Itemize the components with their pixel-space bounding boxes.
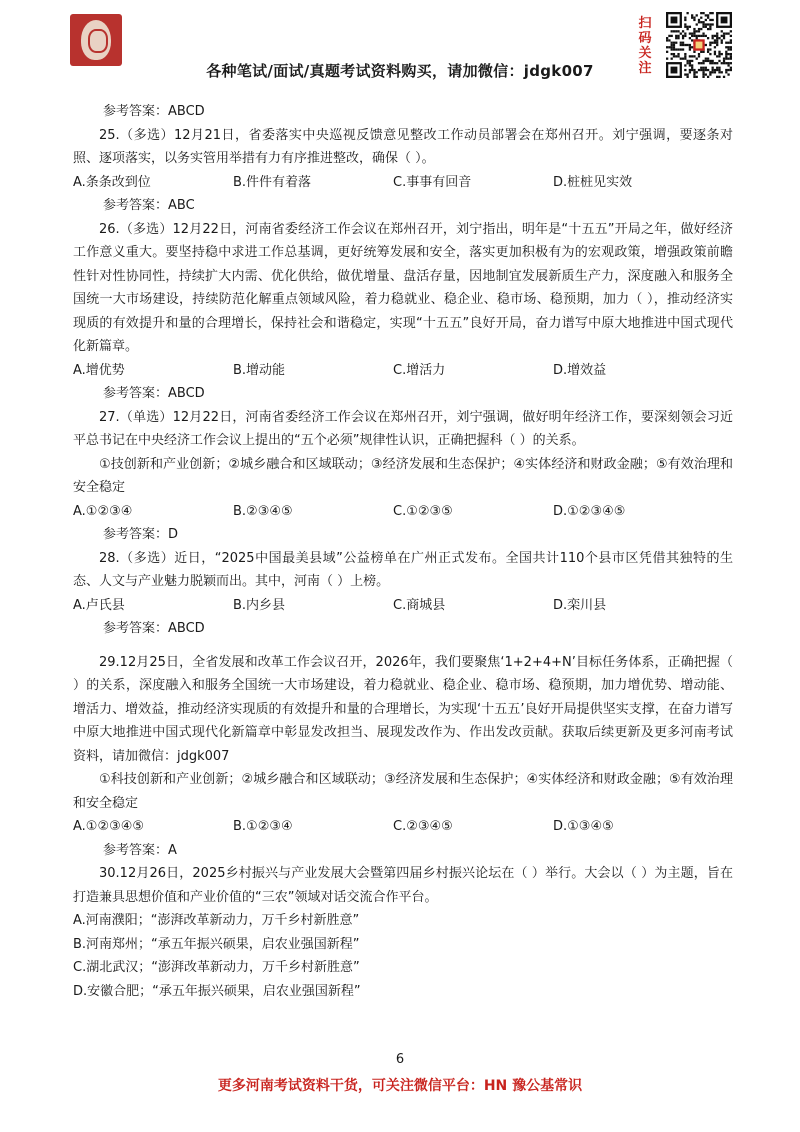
option-item: D.增效益 (553, 362, 607, 378)
spacer (73, 641, 733, 651)
option-item: D.桩桩见实效 (553, 174, 633, 190)
option-row (73, 594, 733, 618)
option-row (73, 359, 733, 383)
footer-promo: 更多河南考试资料干货，可关注微信平台：HN 豫公基常识 (217, 1078, 583, 1094)
question-text: 26.（多选）12月22日，河南省委经济工作会议在郑州召开，刘宁指出，明年是“十五五”开局之年，做好经济工作意义重大。要坚持稳中求进工作总基调，更好统筹发展和安全，落实更加积极有为的宏观政策，增强政策前瞻性针对性协同性，持续扩大内需、优化供给，做优增量、盘活存量，因地制宜发展新质生产力，深度融入和服务全国统一大市场建设，持续防范化解重点领域风险，着力稳就业、稳企业、稳市场、稳预期，加力（ ），推动经济实现质的有效提升和量的合理增长，保持社会和谐稳定，实现“十五五”良好开局，奋力谱写中原大地推进中国式现代化新篇章。 (73, 221, 733, 354)
option-line: B.河南郑州；“承五年振兴硕果，启农业强国新程” (73, 936, 360, 952)
option-item: C.事事有回音 (393, 174, 472, 190)
answer-line: 参考答案：ABCD (103, 621, 205, 636)
question-text: 29.12月25日，全省发展和改革工作会议召开，2026年，我们要聚焦‘1+2+4+N’目标任务体系，正确把握（ ）的关系，深度融入和服务全国统一大市场建设，着力稳就业、稳企业、稳市场、稳预期，加力增优势、增动能、增活力、增效益，推动经济实现质的有效提升和量的合理增长，为实现‘十五五’良好开局提供坚实支撑，在奋力谱写中原大地推进中国式现代化新篇章中彰显发改担当、展现发改作为、作出发改贡献。获取后续更新及更多河南考试资料，请加微信：jdgk007 (73, 654, 733, 764)
answer-line: 参考答案：ABC (103, 198, 195, 213)
header-title: 各种笔试/面试/真题考试资料购买，请加微信：jdgk007 (206, 62, 594, 80)
option-item: B.①②③④ (233, 819, 293, 834)
option-item: A.条条改到位 (73, 174, 151, 190)
option-row (73, 171, 733, 195)
option-item: B.内乡县 (233, 597, 286, 613)
brand-logo (70, 14, 122, 66)
option-item: D.①②③④⑤ (553, 503, 626, 519)
option-item: D.①③④⑤ (553, 819, 614, 834)
option-item: C.商城县 (393, 597, 446, 613)
option-item: C.②③④⑤ (393, 819, 453, 834)
option-item: B.件件有着落 (233, 174, 312, 190)
option-row (73, 500, 733, 524)
page-number: 6 (395, 1052, 405, 1067)
option-item: C.①②③⑤ (393, 503, 453, 519)
option-item: C.增活力 (393, 362, 446, 378)
answer-line: 参考答案：ABCD (103, 104, 205, 119)
option-item: A.①②③④⑤ (73, 819, 145, 834)
option-item: A.增优势 (73, 362, 125, 378)
question-content (73, 100, 733, 1003)
option-item: A.①②③④ (73, 503, 133, 519)
question-text: 27.（单选）12月22日，河南省委经济工作会议在郑州召开，刘宁强调，做好明年经济工作，要深刻领会习近平总书记在中央经济工作会议上提出的“五个必须”规律性认识，正确把握科（ ）的关系。 (73, 409, 733, 448)
option-item: B.增动能 (233, 362, 286, 378)
option-item: A.卢氏县 (73, 597, 125, 613)
option-item: D.栾川县 (553, 597, 607, 613)
option-line: A.河南濮阳；“澎湃改革新动力，万千乡村新胜意” (73, 913, 360, 928)
option-row (73, 815, 733, 839)
option-line: D.安徽合肥；“承五年振兴硕果，启农业强国新程” (73, 983, 361, 999)
question-text: ①技创新和产业创新；②城乡融合和区域联动；③经济发展和生态保护；④实体经济和财政金融；⑤有效治理和安全稳定 (73, 456, 733, 495)
answer-line: 参考答案：A (103, 842, 177, 858)
answer-line: 参考答案：ABCD (103, 386, 205, 401)
question-text: 30.12月26日，2025乡村振兴与产业发展大会暨第四届乡村振兴论坛在（ ）举行。大会以（ ）为主题，旨在打造兼具思想价值和产业价值的“三农”领域对话交流合作平台。 (73, 866, 733, 905)
question-text: 25.（多选）12月21日，省委落实中央巡视反馈意见整改工作动员部署会在郑州召开。刘宁强调，要逐条对照、逐项落实，以务实管用举措有力有序推进整改，确保（ ）。 (73, 127, 733, 166)
answer-line: 参考答案：D (103, 527, 179, 542)
scan-label: 扫码关注 (638, 16, 652, 76)
question-text: ①科技创新和产业创新；②城乡融合和区域联动；③经济发展和生态保护；④实体经济和财政金融；⑤有效治理和安全稳定 (73, 772, 733, 811)
option-item: B.②③④⑤ (233, 503, 293, 519)
question-text: 28.（多选）近日，“2025中国最美县域”公益榜单在广州正式发布。全国共计110个县市区凭借其独特的生态、人文与产业魅力脱颖而出。其中，河南（ ）上榜。 (73, 550, 733, 589)
option-line: C.湖北武汉；“澎湃改革新动力，万千乡村新胜意” (73, 960, 360, 975)
